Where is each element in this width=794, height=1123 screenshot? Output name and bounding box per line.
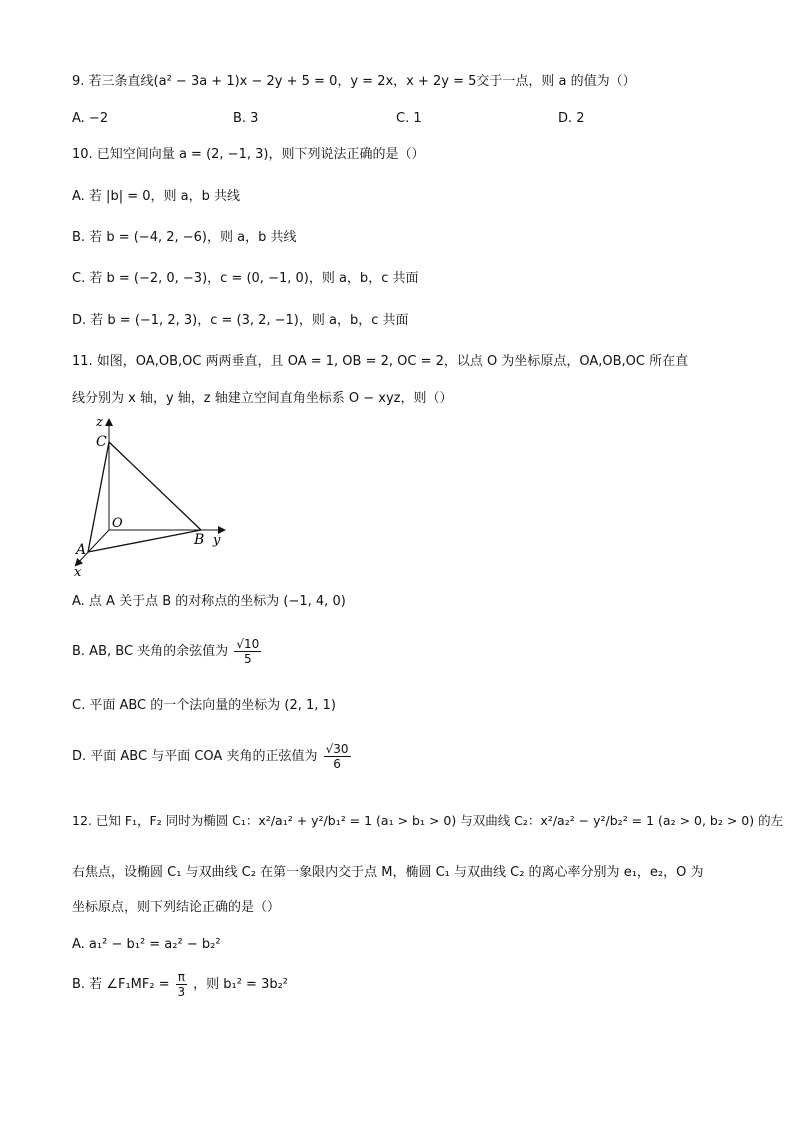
label-b: B xyxy=(194,532,205,548)
q11-option-b xyxy=(72,637,263,666)
label-o: O xyxy=(112,516,123,531)
label-x: x xyxy=(74,565,82,580)
coordinate-diagram xyxy=(66,412,236,582)
q12-option-b-suffix: ，则 b₁² = 3b₂² xyxy=(193,977,289,992)
edge-cb xyxy=(109,442,201,530)
label-z: z xyxy=(96,415,103,430)
q12-stem-line3: 坐标原点，则下列结论正确的是（） xyxy=(72,900,281,915)
q9-option-c: C. 1 xyxy=(396,111,422,126)
q10-option-a: A. 若 |b| = 0，则 a，b 共线 xyxy=(72,189,240,204)
q11-option-d xyxy=(72,742,353,771)
q11-option-d-text: D. 平面 ABC 与平面 COA 夹角的正弦值为 xyxy=(72,749,318,764)
q9-option-a: A. −2 xyxy=(72,111,109,126)
label-a: A xyxy=(76,542,87,558)
q11-option-b-fraction xyxy=(234,637,261,666)
q11-option-c: C. 平面 ABC 的一个法向量的坐标为 (2, 1, 1) xyxy=(72,698,336,713)
q9-option-b: B. 3 xyxy=(233,111,259,126)
q10-option-d: D. 若 b = (−1, 2, 3)，c = (3, 2, −1)，则 a，b，c 共面 xyxy=(72,313,409,328)
fraction-denominator: 3 xyxy=(177,985,186,999)
q12-option-b xyxy=(72,970,288,999)
edge-ab xyxy=(88,530,201,552)
q10-option-b: B. 若 b = (−4, 2, −6)，则 a，b 共线 xyxy=(72,230,297,245)
fraction-denominator: 5 xyxy=(243,652,252,666)
q11-stem-line1: 11. 如图，OA,OB,OC 两两垂直，且 OA = 1, OB = 2, OC = 2，以点 O 为坐标原点，OA,OB,OC 所在直 xyxy=(72,354,689,369)
q11-figure xyxy=(66,412,236,582)
q11-option-d-fraction xyxy=(324,742,351,771)
q11-option-a: A. 点 A 关于点 B 的对称点的坐标为 (−1, 4, 0) xyxy=(72,594,346,609)
q12-stem-line1: 12. 已知 F₁，F₂ 同时为椭圆 C₁：x²/a₁² + y²/b₁² = 1 (a₁ > b₁ > 0) 与双曲线 C₂：x²/a₂² − y²/b₂² = 1 (a₂ > 0, b₂ > 0) 的左 xyxy=(72,813,784,828)
fraction-denominator: 6 xyxy=(333,757,341,771)
edge-ca xyxy=(88,442,109,552)
q12-option-b-fraction xyxy=(176,970,187,999)
fraction-numerator: π xyxy=(177,970,185,984)
q11-option-b-text: B. AB, BC 夹角的余弦值为 xyxy=(72,644,229,659)
q11-stem-line2: 线分别为 x 轴，y 轴，z 轴建立空间直角坐标系 O − xyz，则（） xyxy=(72,391,453,406)
fraction-numerator: √10 xyxy=(236,637,260,651)
label-c: C xyxy=(96,434,107,450)
q12-option-b-text: B. 若 ∠F₁MF₂ = xyxy=(72,977,170,992)
fraction-numerator: √30 xyxy=(325,742,349,756)
q10-option-c: C. 若 b = (−2, 0, −3)，c = (0, −1, 0)，则 a，b，c 共面 xyxy=(72,271,419,286)
q12-option-a: A. a₁² − b₁² = a₂² − b₂² xyxy=(72,937,221,952)
label-y: y xyxy=(213,533,221,548)
q12-stem-line2: 右焦点，设椭圆 C₁ 与双曲线 C₂ 在第一象限内交于点 M，椭圆 C₁ 与双曲线 C₂ 的离心率分别为 e₁，e₂，O 为 xyxy=(72,865,704,880)
q9-option-d: D. 2 xyxy=(558,111,585,126)
q10-stem: 10. 已知空间向量 a = (2, −1, 3)，则下列说法正确的是（） xyxy=(72,147,425,162)
q9-stem: 9. 若三条直线(a² − 3a + 1)x − 2y + 5 = 0，y = 2x，x + 2y = 5交于一点，则 a 的值为（） xyxy=(72,74,636,89)
